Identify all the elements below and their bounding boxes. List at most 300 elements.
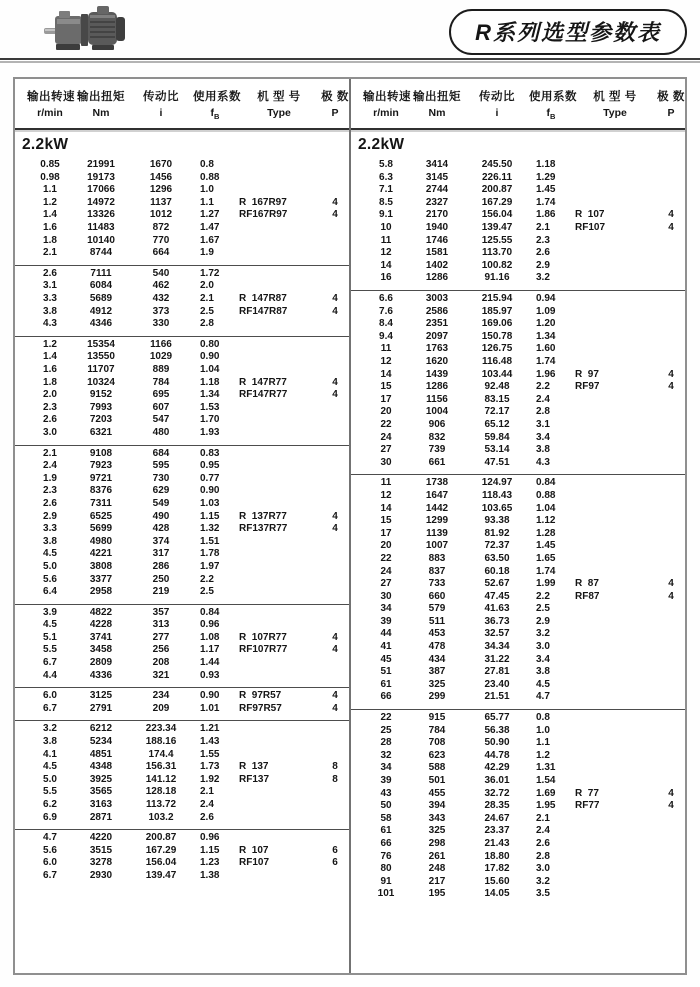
output-torque-cell: 4912 — [89, 305, 113, 317]
table-row — [15, 473, 349, 486]
model-type-cell: R 137 — [239, 761, 269, 773]
ratio-cell: 18.80 — [484, 850, 510, 862]
col-unit: $f_B$ — [546, 107, 556, 122]
poles-cell: 4 — [668, 381, 674, 393]
output-torque-cell: 325 — [428, 825, 446, 837]
ratio-cell: 60.18 — [484, 565, 510, 577]
service-factor-cell: 0.90 — [200, 690, 220, 702]
model-type-cell — [573, 394, 657, 407]
col-ratio — [129, 88, 193, 121]
poles-cell — [657, 603, 685, 616]
service-factor-cell: 1.65 — [536, 552, 556, 564]
poles-cell — [321, 607, 349, 620]
table-row — [351, 318, 685, 331]
output-torque-cell: 784 — [428, 724, 446, 736]
poles-cell — [321, 448, 349, 461]
model-type-cell: R 167R97 — [239, 196, 287, 208]
poles-cell — [321, 619, 349, 632]
output-speed-cell: 5.6 — [43, 573, 57, 585]
output-speed-cell: 5.1 — [43, 631, 57, 643]
poles-cell — [657, 888, 685, 901]
output-torque-cell: 11483 — [87, 222, 115, 234]
output-torque-cell: 7923 — [89, 460, 113, 472]
output-speed-cell: 15 — [380, 515, 392, 527]
table-row — [351, 503, 685, 516]
output-torque-cell: 837 — [428, 565, 446, 577]
service-factor-cell: 1.45 — [536, 540, 556, 552]
ratio-cell: 256 — [152, 644, 170, 656]
output-torque-cell: 3145 — [425, 171, 449, 183]
poles-cell — [321, 318, 349, 331]
output-speed-cell: 1.8 — [43, 234, 57, 246]
output-speed-cell: 0.85 — [40, 159, 60, 171]
model-type-cell — [573, 679, 657, 692]
output-speed-cell: 2.3 — [43, 401, 57, 413]
ratio-cell: 245.50 — [481, 159, 513, 171]
output-speed-cell: 25 — [380, 724, 392, 736]
service-factor-cell: 0.84 — [536, 477, 556, 489]
model-type-cell — [573, 419, 657, 432]
service-factor-cell: 2.9 — [536, 615, 550, 627]
service-factor-cell: 1.74 — [536, 356, 556, 367]
poles-cell — [321, 736, 349, 749]
output-speed-cell: 6.3 — [379, 171, 393, 183]
model-type-cell — [237, 448, 321, 461]
ratio-cell: 462 — [152, 280, 170, 292]
table-row — [351, 247, 685, 260]
service-factor-cell: 3.1 — [536, 418, 550, 430]
poles-cell — [657, 272, 685, 285]
output-torque-cell: 1620 — [425, 356, 449, 367]
ratio-cell: 21.43 — [484, 837, 510, 849]
table-row — [15, 690, 349, 703]
service-factor-cell: 0.88 — [200, 171, 220, 183]
poles-cell: 6 — [332, 857, 338, 869]
model-type-cell — [573, 306, 657, 319]
col-unit: i — [495, 107, 499, 119]
table-row — [351, 712, 685, 725]
model-type-cell — [237, 339, 321, 352]
model-type-cell: R 97R57 — [239, 690, 282, 702]
service-factor-cell: 2.5 — [200, 586, 214, 598]
table-row — [15, 511, 349, 524]
ratio-cell: 313 — [152, 619, 170, 631]
model-type-cell — [237, 870, 321, 883]
ratio-cell: 730 — [152, 472, 170, 484]
service-factor-cell: 2.6 — [536, 247, 550, 259]
model-type-cell: RF77 — [575, 800, 600, 812]
ratio-cell: 53.14 — [484, 444, 510, 456]
poles-cell — [657, 654, 685, 667]
ratio-cell: 23.40 — [484, 678, 510, 690]
poles-cell — [657, 725, 685, 738]
poles-cell: 4 — [332, 631, 338, 643]
poles-cell — [657, 863, 685, 876]
model-type-cell — [237, 536, 321, 549]
poles-cell: 4 — [668, 590, 674, 602]
output-torque-cell: 478 — [428, 641, 446, 653]
service-factor-cell: 1.96 — [536, 368, 556, 380]
output-torque-cell: 3278 — [89, 857, 113, 869]
output-torque-cell: 3808 — [89, 560, 113, 572]
output-speed-cell: 8.5 — [379, 196, 393, 208]
output-torque-cell: 9152 — [89, 389, 113, 401]
poles-cell: 4 — [332, 510, 338, 522]
power-rating-label: 2.2kW — [22, 136, 69, 154]
model-type-cell — [237, 247, 321, 260]
output-torque-cell: 7203 — [89, 414, 113, 426]
table-row — [15, 607, 349, 620]
service-factor-cell: 0.94 — [536, 293, 556, 305]
power-rating-label: 2.2kW — [358, 136, 405, 154]
service-factor-cell: 3.5 — [536, 888, 550, 900]
output-torque-cell: 5689 — [89, 293, 113, 305]
table-row — [351, 406, 685, 419]
output-speed-cell: 6.7 — [43, 657, 57, 669]
output-torque-cell: 387 — [428, 666, 446, 678]
output-speed-cell: 66 — [380, 837, 392, 849]
poles-cell — [321, 184, 349, 197]
output-speed-cell: 5.5 — [43, 644, 57, 656]
ratio-cell: 167.29 — [481, 196, 513, 208]
service-factor-cell: 1.44 — [200, 657, 220, 669]
model-type-cell — [237, 268, 321, 281]
ratio-cell: 65.77 — [484, 712, 510, 724]
output-speed-cell: 3.3 — [43, 523, 57, 535]
ratio-cell: 277 — [152, 631, 170, 643]
poles-cell — [321, 268, 349, 281]
table-row — [15, 339, 349, 352]
table-row — [15, 414, 349, 427]
table-row — [351, 553, 685, 566]
ratio-cell: 47.45 — [484, 590, 510, 602]
output-speed-cell: 30 — [380, 456, 392, 468]
ratio-cell: 93.38 — [484, 515, 510, 527]
model-type-cell — [573, 712, 657, 725]
service-factor-cell: 1.55 — [200, 748, 220, 760]
service-factor-cell: 2.8 — [200, 318, 214, 330]
poles-cell — [657, 750, 685, 763]
output-torque-cell: 19173 — [87, 171, 115, 183]
service-factor-cell: 1.34 — [536, 330, 556, 342]
output-speed-cell: 0.98 — [40, 171, 60, 183]
model-type-cell — [573, 490, 657, 503]
col-label: 机 型 号 — [593, 91, 637, 103]
table-row — [15, 832, 349, 845]
output-torque-cell: 623 — [428, 749, 446, 761]
output-torque-cell: 7311 — [90, 497, 112, 509]
ratio-cell: 103.65 — [481, 502, 513, 514]
output-torque-cell: 6525 — [89, 510, 113, 522]
model-type-cell — [573, 477, 657, 490]
model-type-cell: RF167R97 — [239, 209, 288, 221]
poles-cell — [657, 616, 685, 629]
poles-cell — [657, 419, 685, 432]
table-row — [15, 377, 349, 390]
output-speed-cell: 6.7 — [43, 702, 57, 714]
ratio-cell: 234 — [152, 690, 170, 702]
service-factor-cell: 2.6 — [536, 837, 550, 849]
poles-cell — [657, 838, 685, 851]
service-factor-cell: 1.29 — [536, 171, 556, 183]
poles-cell — [657, 318, 685, 331]
output-speed-cell: 11 — [380, 343, 392, 355]
service-factor-cell: 0.8 — [536, 712, 550, 724]
ratio-cell: 103.44 — [481, 368, 513, 380]
output-speed-cell: 7.1 — [379, 184, 393, 196]
table-row — [351, 197, 685, 210]
model-type-cell — [237, 786, 321, 799]
poles-cell: 4 — [668, 578, 674, 590]
model-type-cell — [573, 851, 657, 864]
poles-cell: 6 — [332, 844, 338, 856]
table-row — [351, 566, 685, 579]
service-factor-cell: 2.1 — [536, 222, 550, 234]
table-row — [351, 172, 685, 185]
service-factor-cell: 1.32 — [200, 523, 220, 535]
model-type-cell — [573, 666, 657, 679]
ratio-cell: 34.34 — [484, 641, 510, 653]
ratio-cell: 428 — [152, 523, 170, 535]
table-row — [15, 586, 349, 599]
table-row — [351, 691, 685, 704]
output-speed-cell: 2.0 — [43, 389, 57, 401]
output-speed-cell: 24 — [380, 431, 392, 443]
table-row — [351, 762, 685, 775]
output-speed-cell: 6.0 — [43, 690, 57, 702]
ratio-cell: 72.37 — [484, 540, 510, 552]
model-type-cell: RF107 — [575, 222, 606, 234]
table-row — [15, 536, 349, 549]
service-factor-cell: 1.93 — [200, 426, 220, 438]
table-row — [351, 457, 685, 470]
output-torque-cell: 17066 — [87, 184, 115, 196]
table-row — [15, 448, 349, 461]
output-speed-cell: 2.1 — [43, 447, 57, 459]
model-type-cell — [573, 813, 657, 826]
ratio-cell: 1029 — [149, 351, 173, 363]
output-torque-cell: 733 — [428, 578, 446, 590]
service-factor-cell: 4.5 — [536, 678, 550, 690]
output-speed-cell: 6.7 — [43, 869, 57, 881]
service-factor-cell: 1.78 — [200, 548, 220, 560]
model-type-cell — [573, 888, 657, 901]
output-speed-cell: 6.0 — [43, 857, 57, 869]
service-factor-cell: 1.95 — [536, 800, 556, 812]
model-type-cell — [573, 247, 657, 260]
ratio-cell: 1296 — [149, 184, 173, 196]
service-factor-cell: 2.6 — [200, 811, 214, 823]
output-torque-cell: 1139 — [426, 527, 448, 539]
model-type-cell: R 107 — [575, 209, 605, 221]
output-speed-cell: 61 — [380, 678, 392, 690]
poles-cell — [321, 749, 349, 762]
output-torque-cell: 1763 — [425, 343, 449, 355]
table-row — [351, 235, 685, 248]
output-speed-cell: 12 — [380, 247, 392, 259]
output-torque-cell: 3925 — [89, 773, 113, 785]
poles-cell: 4 — [668, 222, 674, 234]
output-torque-cell: 2097 — [425, 330, 449, 342]
poles-cell: 4 — [332, 389, 338, 401]
col-label: 使用系数 — [529, 91, 577, 103]
output-speed-cell: 2.6 — [43, 267, 57, 279]
output-torque-cell: 4220 — [89, 832, 113, 844]
data-block — [351, 157, 685, 291]
ratio-cell: 167.29 — [145, 844, 177, 856]
model-type-cell — [237, 607, 321, 620]
poles-cell: 4 — [668, 368, 674, 380]
table-row — [15, 736, 349, 749]
output-torque-cell: 1738 — [425, 477, 449, 489]
table-group-left — [15, 79, 349, 973]
model-type-cell: RF107R77 — [239, 644, 288, 656]
output-speed-cell: 6.2 — [43, 799, 57, 810]
output-torque-cell: 3741 — [89, 631, 113, 643]
output-speed-cell: 5.6 — [43, 844, 57, 856]
poles-cell — [657, 444, 685, 457]
ratio-cell: 24.67 — [484, 812, 510, 824]
output-speed-cell: 1.2 — [43, 196, 57, 208]
gearmotor-photo — [42, 3, 134, 57]
table-row — [15, 723, 349, 736]
poles-cell — [657, 406, 685, 419]
service-factor-cell: 2.2 — [536, 590, 550, 602]
output-speed-cell: 14 — [380, 502, 392, 514]
table-row — [15, 845, 349, 858]
ratio-cell: 36.73 — [484, 615, 510, 627]
output-torque-cell: 2327 — [425, 196, 449, 208]
model-type-cell — [237, 172, 321, 185]
model-type-cell — [237, 473, 321, 486]
output-speed-cell: 2.6 — [43, 414, 57, 426]
model-type-cell — [237, 159, 321, 172]
col-label: 使用系数 — [193, 91, 241, 103]
ratio-cell: 92.48 — [484, 381, 510, 393]
table-row — [351, 331, 685, 344]
output-speed-cell: 39 — [380, 775, 392, 786]
model-type-cell — [573, 725, 657, 738]
output-speed-cell: 22 — [380, 552, 392, 564]
table-row — [351, 603, 685, 616]
ratio-cell: 607 — [152, 401, 170, 413]
output-speed-cell: 1.9 — [43, 472, 57, 484]
table-row — [351, 641, 685, 654]
service-factor-cell: 2.8 — [536, 406, 550, 418]
data-block — [351, 475, 685, 710]
ratio-cell: 83.15 — [484, 393, 510, 405]
service-factor-cell: 1.17 — [200, 644, 220, 656]
output-torque-cell: 15354 — [87, 338, 115, 350]
model-type-cell: RF137R77 — [239, 523, 288, 535]
poles-cell — [321, 832, 349, 845]
model-type-cell — [237, 619, 321, 632]
ratio-cell: 629 — [152, 485, 170, 497]
table-row — [15, 159, 349, 172]
service-factor-cell: 3.8 — [536, 666, 550, 678]
ratio-cell: 547 — [152, 414, 170, 426]
table-row — [351, 800, 685, 813]
table-row — [15, 870, 349, 883]
table-row — [15, 389, 349, 402]
output-torque-cell: 3377 — [89, 573, 113, 585]
ratio-cell: 141.12 — [145, 773, 177, 785]
table-row — [351, 838, 685, 851]
output-torque-cell: 1156 — [426, 393, 448, 405]
output-speed-cell: 16 — [380, 272, 392, 284]
poles-cell — [657, 876, 685, 889]
service-factor-cell: 0.95 — [200, 460, 220, 472]
output-speed-cell: 9.4 — [379, 330, 393, 342]
col-label: 极 数 — [321, 91, 349, 103]
col-service-factor — [193, 88, 241, 122]
table-row — [351, 343, 685, 356]
output-speed-cell: 1.4 — [43, 209, 57, 221]
poles-cell — [657, 775, 685, 788]
output-torque-cell: 3565 — [89, 786, 113, 798]
table-row — [15, 280, 349, 293]
service-factor-cell: 1.54 — [536, 775, 556, 786]
service-factor-cell: 1.92 — [200, 773, 220, 785]
service-factor-cell: 2.8 — [536, 850, 550, 862]
output-torque-cell: 394 — [428, 800, 446, 812]
table-row — [15, 268, 349, 281]
ratio-cell: 872 — [152, 222, 170, 234]
output-torque-cell: 13326 — [87, 209, 115, 221]
output-speed-cell: 3.9 — [43, 606, 57, 618]
col-unit: Nm — [428, 107, 446, 119]
table-row — [15, 306, 349, 319]
model-type-cell — [573, 272, 657, 285]
output-torque-cell: 5699 — [89, 523, 113, 535]
output-torque-cell: 6084 — [89, 280, 113, 292]
model-type-cell — [237, 723, 321, 736]
poles-cell — [321, 536, 349, 549]
model-type-cell: RF147R77 — [239, 389, 288, 401]
service-factor-cell: 1.69 — [536, 787, 556, 799]
output-speed-cell: 41 — [380, 641, 392, 653]
output-torque-cell: 14972 — [87, 196, 115, 208]
service-factor-cell: 2.4 — [200, 799, 214, 810]
table-row — [15, 786, 349, 799]
service-factor-cell: 3.0 — [536, 641, 550, 653]
model-type-cell — [573, 159, 657, 172]
table-row — [15, 703, 349, 716]
table-row — [15, 657, 349, 670]
poles-cell — [321, 485, 349, 498]
output-torque-cell: 2871 — [89, 811, 113, 823]
model-type-cell — [237, 222, 321, 235]
service-factor-cell: 2.9 — [536, 259, 550, 271]
ratio-cell: 28.35 — [484, 800, 510, 812]
table-row — [351, 654, 685, 667]
output-torque-cell: 3125 — [89, 690, 113, 702]
model-type-cell — [237, 318, 321, 331]
table-row — [351, 159, 685, 172]
ratio-cell: 118.43 — [481, 489, 513, 501]
output-torque-cell: 8744 — [89, 247, 113, 259]
service-factor-cell: 1.60 — [536, 343, 556, 355]
ratio-cell: 357 — [152, 606, 170, 618]
output-speed-cell: 3.8 — [43, 305, 57, 317]
poles-cell — [321, 351, 349, 364]
poles-cell — [321, 723, 349, 736]
output-torque-cell: 4980 — [89, 535, 113, 547]
output-speed-cell: 22 — [380, 712, 392, 724]
service-factor-cell: 1.18 — [536, 159, 556, 171]
model-type-cell — [573, 775, 657, 788]
table-row — [351, 209, 685, 222]
